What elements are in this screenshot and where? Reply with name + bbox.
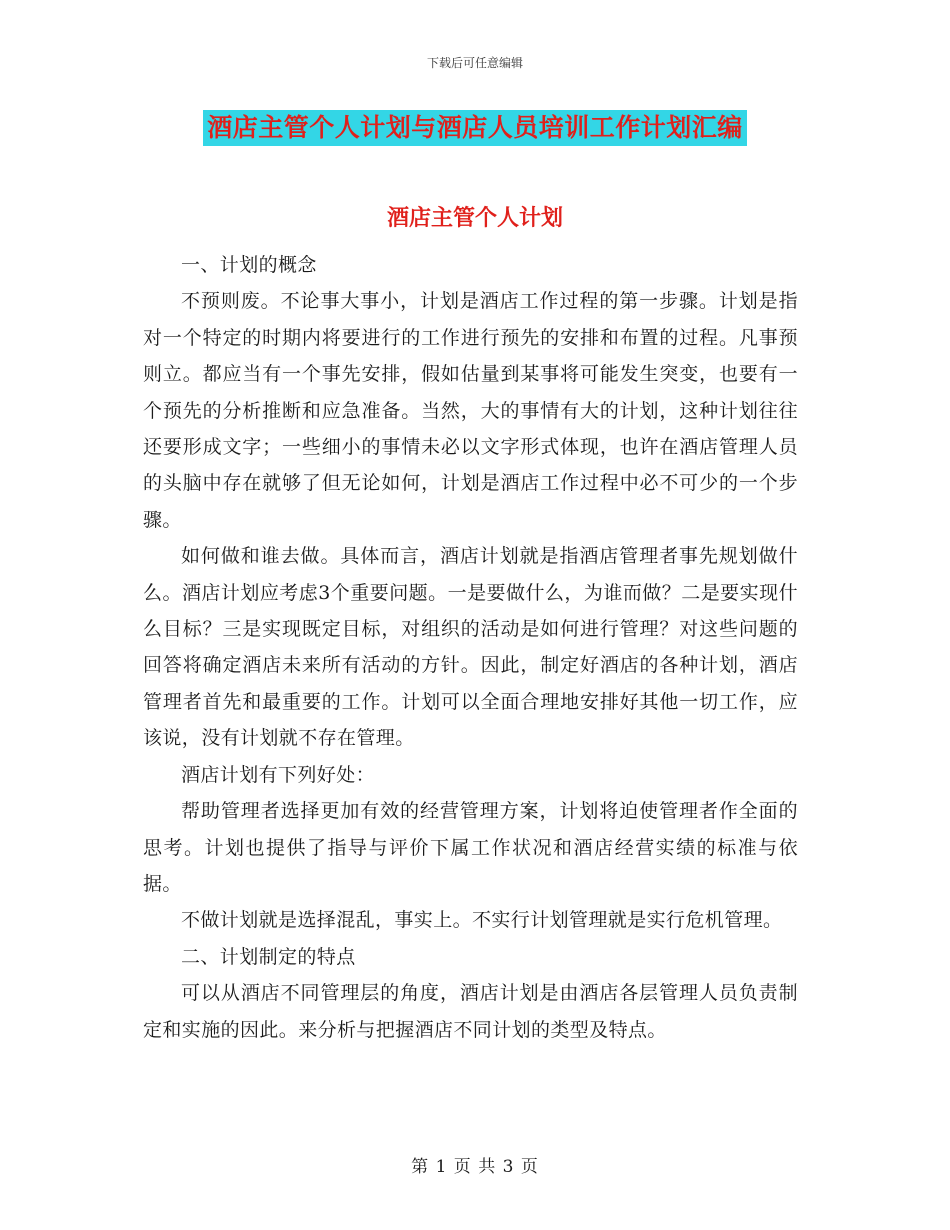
- document-title-wrap: [0, 110, 950, 146]
- page-number-footer: 第 1 页 共 3 页: [411, 1157, 539, 1177]
- section-title: 酒店主管个人计划: [386, 205, 563, 231]
- paragraph: 如何做和谁去做。具体而言，酒店计划就是指酒店管理者事先规划做什么。酒店计划应考虑3个重要问题。一是要做什么，为谁而做？二是要实现什么目标？三是实现既定目标，对组织的活动是如何进行管理？对这些问题的回答将确定酒店未来所有活动的方针。因此，制定好酒店的各种计划，酒店管理者首先和最重要的工作。计划可以全面合理地安排好其他一切工作，应该说，没有计划就不存在管理。: [143, 545, 798, 750]
- document-title: 酒店主管个人计划与酒店人员培训工作计划汇编: [203, 110, 747, 146]
- paragraph: 可以从酒店不同管理层的角度，酒店计划是由酒店各层管理人员负责制定和实施的因此。来分析与把握酒店不同计划的类型及特点。: [143, 982, 798, 1041]
- document-body: [143, 247, 798, 1048]
- paragraph-heading-concept: 一、计划的概念: [181, 254, 317, 276]
- paragraph: 不预则废。不论事大事小，计划是酒店工作过程的第一步骤。计划是指对一个特定的时期内将要进行的工作进行预先的安排和布置的过程。凡事预则立。都应当有一个事先安排，假如估量到某事将可能发生突变，也要有一个预先的分析推断和应急准备。当然，大的事情有大的计划，这种计划往往还要形成文字；一些细小的事情未必以文字形式体现，也许在酒店管理人员的头脑中存在就够了但无论如何，计划是酒店工作过程中必不可少的一个步骤。: [143, 290, 798, 531]
- paragraph: 不做计划就是选择混乱，事实上。不实行计划管理就是实行危机管理。: [181, 909, 783, 932]
- paragraph-heading-features: 二、计划制定的特点: [181, 945, 356, 968]
- header-note: 下载后可任意编辑: [426, 56, 523, 70]
- paragraph: 帮助管理者选择更加有效的经营管理方案，计划将迫使管理者作全面的思考。计划也提供了指导与评价下属工作状况和酒店经营实绩的标准与依据。: [143, 800, 798, 895]
- paragraph: 酒店计划有下列好处：: [181, 763, 376, 786]
